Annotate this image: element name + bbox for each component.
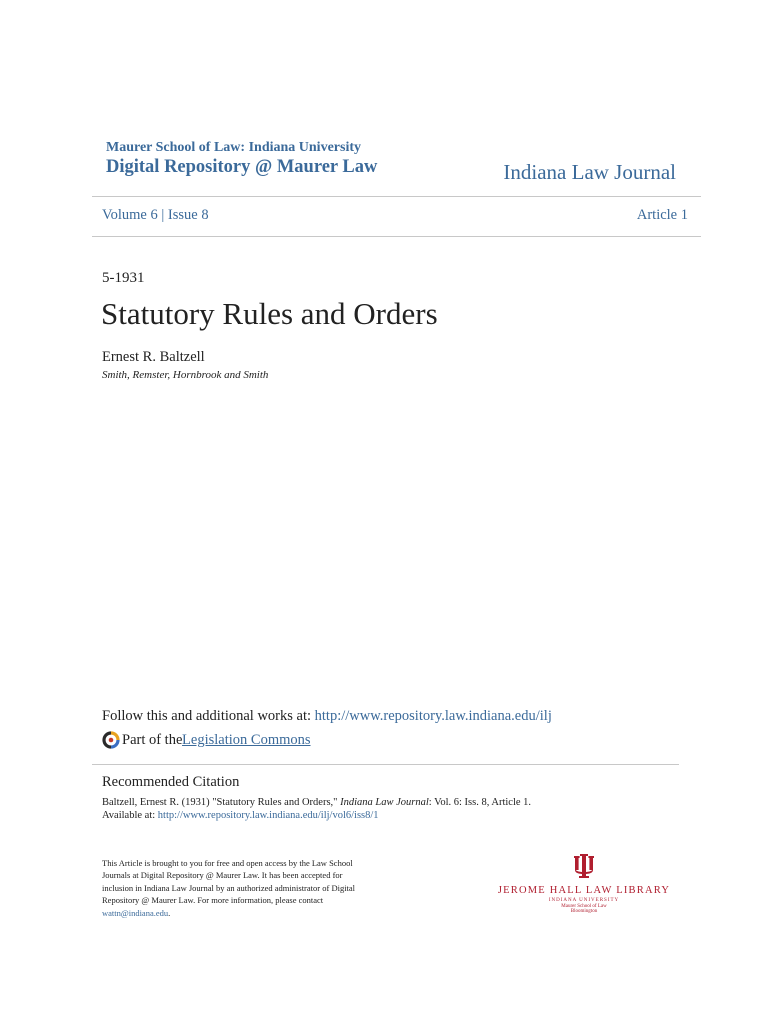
contact-email-link[interactable]: wattn@indiana.edu [102,907,169,918]
notice-line-3: inclusion in Indiana Law Journal by an authorized administrator of Digital [102,882,356,893]
network-icon [102,731,120,749]
author-affiliation: Smith, Remster, Hornbrook and Smith [102,369,269,381]
notice-line-5 [102,907,402,919]
citation-heading: Recommended Citation [102,774,240,790]
library-university: INDIANA UNIVERSITY [548,898,620,903]
issue-divider [92,236,701,237]
issue-bar [102,207,209,224]
header-divider [92,196,701,197]
citation-journal: Indiana Law Journal [340,797,429,808]
issue-separator: | [161,207,165,223]
part-of-line [102,731,311,749]
citation-divider [92,764,679,765]
library-logo [496,853,672,914]
notice-line-4: Repository @ Maurer Law. For more information, please contact [102,895,324,906]
iu-trident-icon [573,853,595,879]
access-notice [102,857,402,919]
institution-name: Maurer School of Law: Indiana University [106,140,361,155]
article-title: Statutory Rules and Orders [101,296,438,331]
article-date: 5-1931 [102,270,145,286]
author-name[interactable]: Ernest R. Baltzell [102,349,205,365]
repository-name[interactable]: Digital Repository @ Maurer Law [106,157,378,177]
part-of-prefix: Part of the [122,731,183,748]
volume-link[interactable]: Volume 6 [102,207,158,223]
library-name: JEROME HALL LAW LIBRARY [497,885,671,896]
citation-text [102,796,531,809]
citation-url-link[interactable]: http://www.repository.law.indiana.edu/ilj/vol6/iss8/1 [157,810,379,821]
notice-line-1: This Article is brought to you for free and open access by the Law School [102,858,353,868]
library-city: Bloomington [570,909,598,914]
library-school: Maurer School of Law [561,904,607,909]
follow-url-link[interactable]: http://www.repository.law.indiana.edu/ilj [314,708,552,724]
citation-available [102,809,379,822]
issue-link[interactable]: Issue 8 [167,207,209,223]
legislation-commons-link[interactable]: Legislation Commons [182,731,311,748]
notice-email-suffix: . [168,907,171,918]
follow-line [102,708,552,725]
article-number[interactable]: Article 1 [636,207,688,223]
available-label: Available at: [102,810,158,821]
citation-text-after: : Vol. 6: Iss. 8, Article 1. [428,797,532,808]
citation-text-before: Baltzell, Ernest R. (1931) "Statutory Rules and Orders," [102,797,341,808]
journal-name[interactable]: Indiana Law Journal [503,160,676,184]
notice-line-2: Journals at Digital Repository @ Maurer Law. It has been accepted for [102,870,343,881]
follow-prefix: Follow this and additional works at: [102,708,315,724]
